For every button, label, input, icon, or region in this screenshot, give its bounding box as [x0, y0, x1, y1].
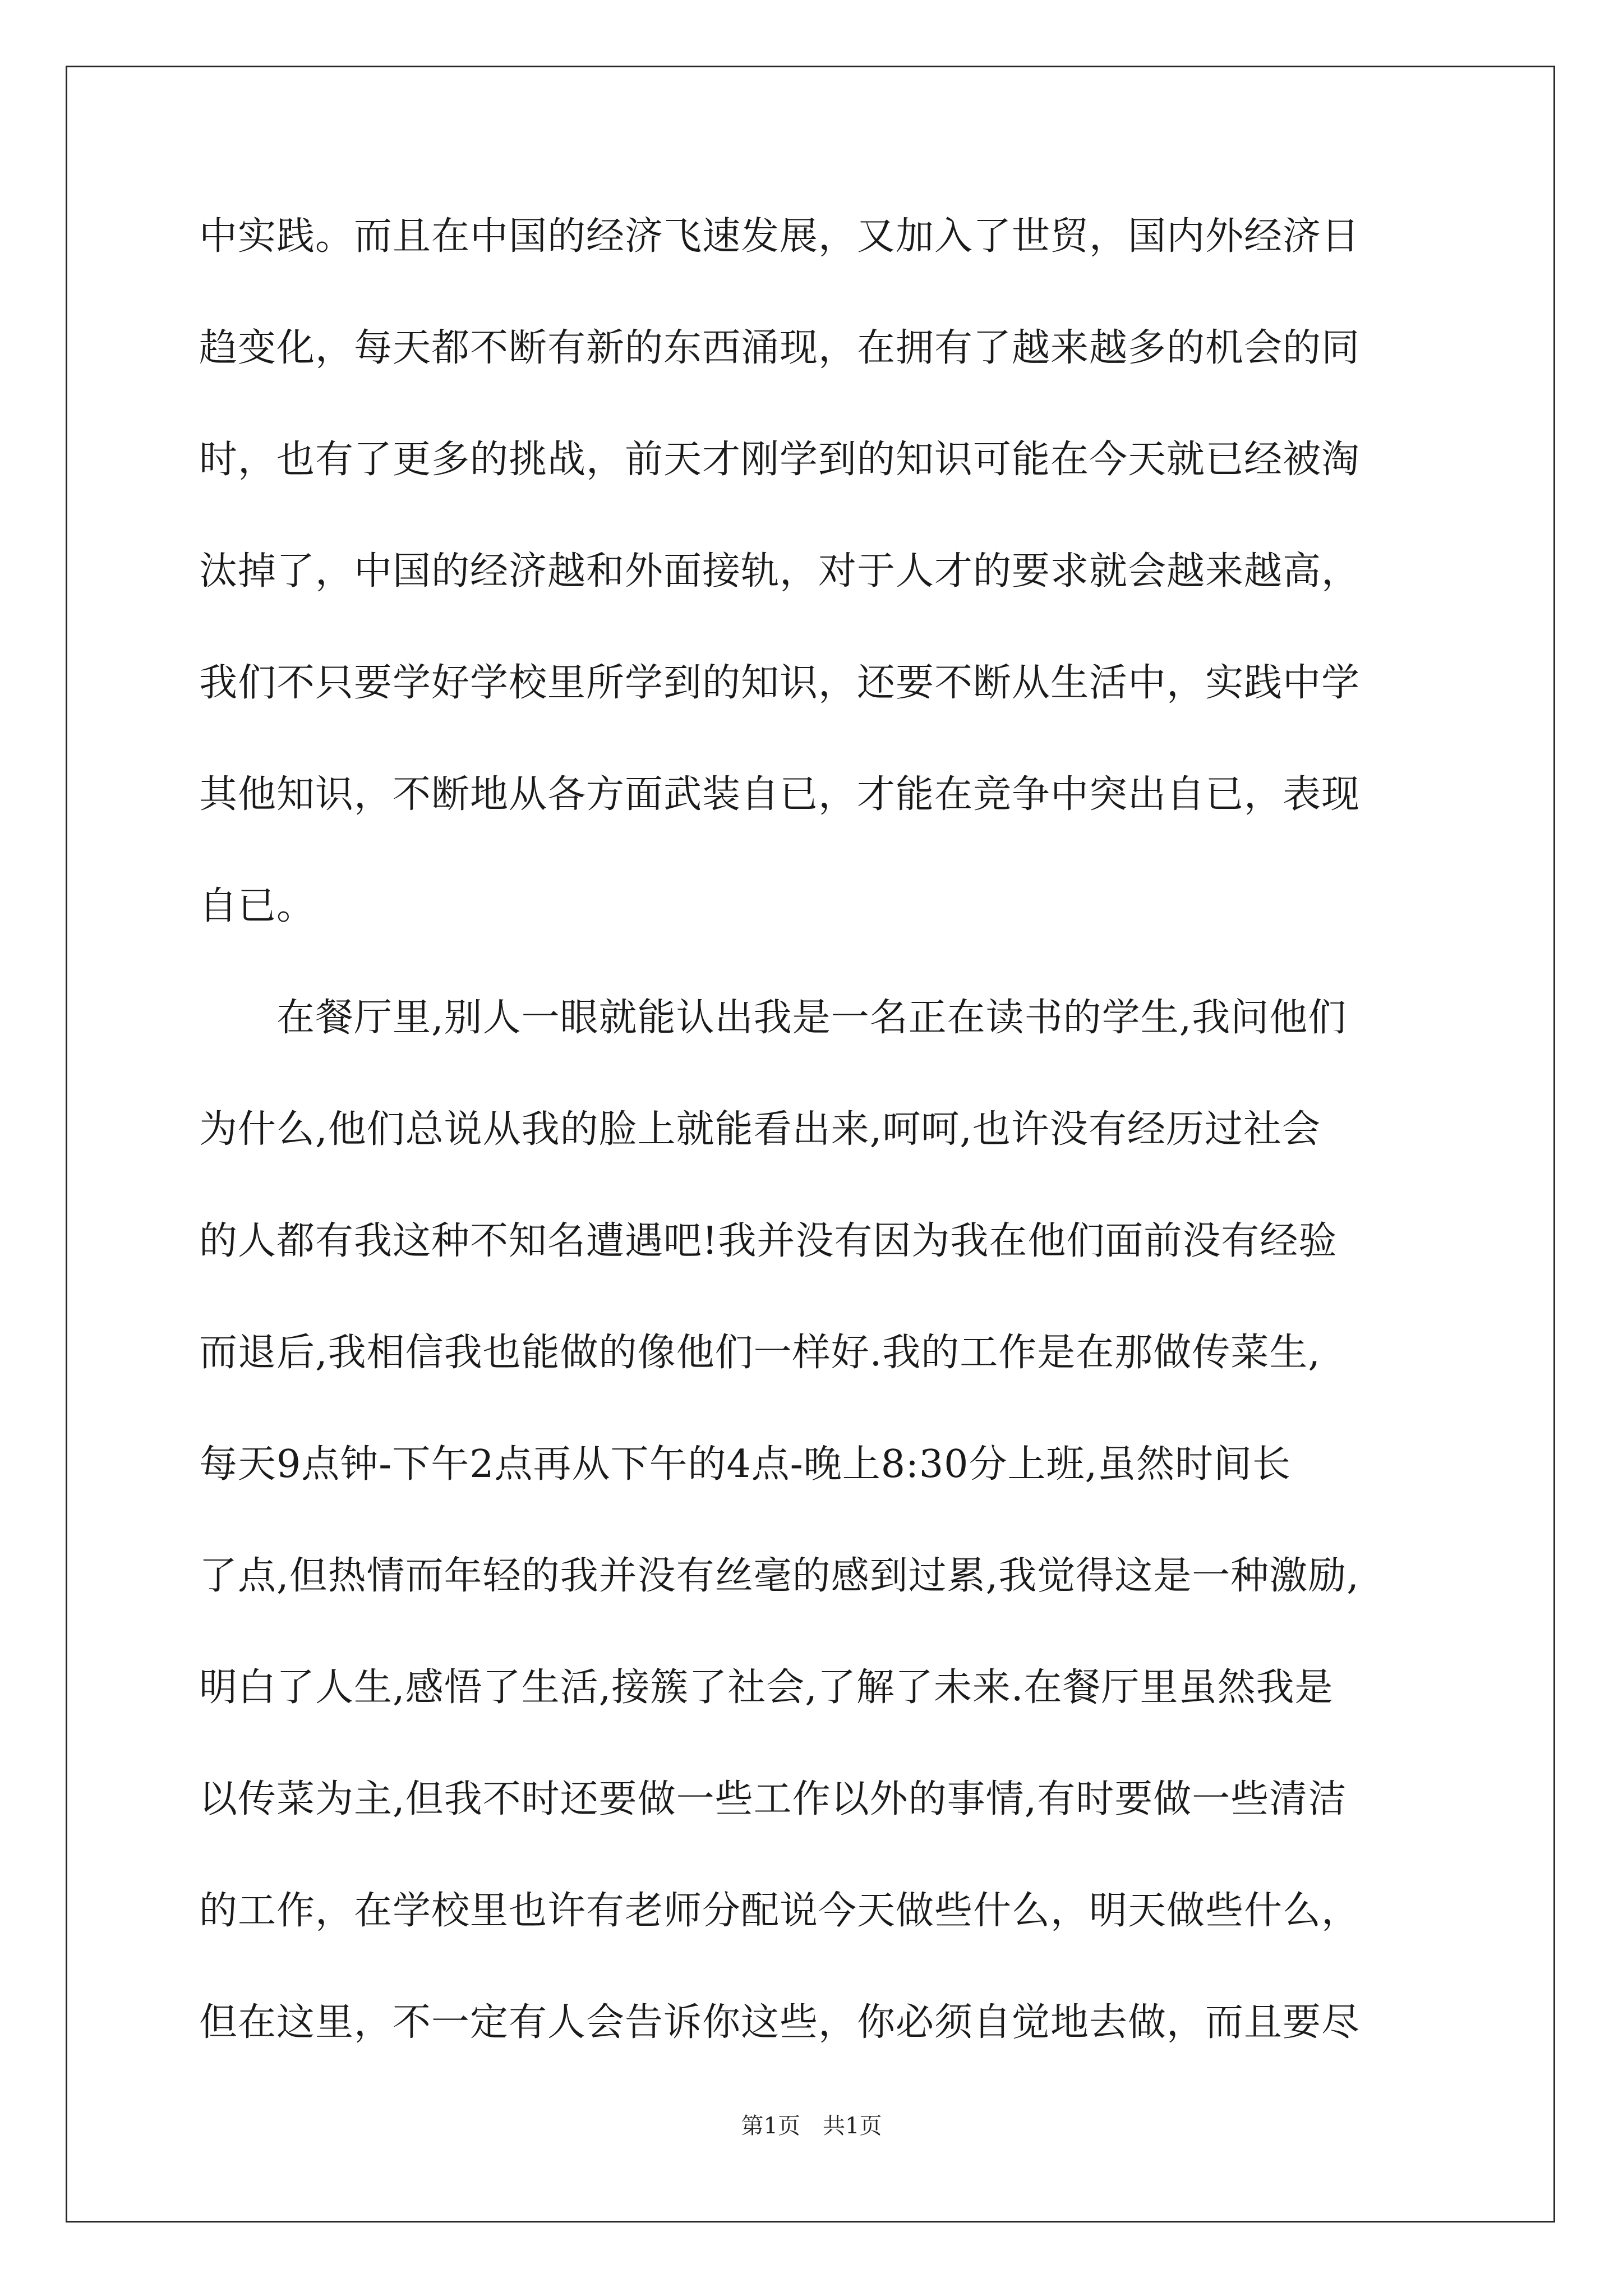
text-line: 自已。: [199, 884, 316, 928]
page-number-footer: 第1页 共1页: [741, 2113, 882, 2139]
text-line: 的人都有我这种不知名遭遇吧!我并没有因为我在他们面前没有经验: [199, 1219, 1338, 1263]
text-line: 每天9点钟-下午2点再从下午的4点-晚上8:30分上班,虽然时间长: [199, 1442, 1292, 1487]
text-line: 时，也有了更多的挑战，前天才刚学到的知识可能在今天就已经被淘: [199, 438, 1361, 482]
text-line: 其他知识，不断地从各方面武装自已，才能在竞争中突出自已，表现: [199, 772, 1361, 817]
text-line: 而退后,我相信我也能做的像他们一样好.我的工作是在那做传菜生,: [199, 1331, 1321, 1375]
text-line: 中实践。而且在中国的经济飞速发展，又加入了世贸，国内外经济日: [199, 214, 1361, 259]
text-line: 汰掉了，中国的经济越和外面接轨，对于人才的要求就会越来越高，: [199, 549, 1361, 593]
text-line: 为什么,他们总说从我的脸上就能看出来,呵呵,也许没有经历过社会: [199, 1107, 1321, 1152]
text-line: 但在这里，不一定有人会告诉你这些，你必须自觉地去做，而且要尽: [199, 2000, 1361, 2045]
text-line: 的工作，在学校里也许有老师分配说今天做些什么，明天做些什么，: [199, 1889, 1361, 1933]
text-line: 在餐厅里,别人一眼就能认出我是一名正在读书的学生,我问他们: [199, 996, 1347, 1040]
text-line: 我们不只要学好学校里所学到的知识，还要不断从生活中，实践中学: [199, 661, 1361, 705]
text-line: 以传菜为主,但我不时还要做一些工作以外的事情,有时要做一些清洁: [199, 1777, 1347, 1821]
text-line: 明白了人生,感悟了生活,接簇了社会,了解了未来.在餐厅里虽然我是: [199, 1665, 1334, 1710]
text-line: 趋变化，每天都不断有新的东西涌现，在拥有了越来越多的机会的同: [199, 326, 1361, 370]
text-line: 了点,但热情而年轻的我并没有丝毫的感到过累,我觉得这是一种激励,: [199, 1554, 1359, 1598]
